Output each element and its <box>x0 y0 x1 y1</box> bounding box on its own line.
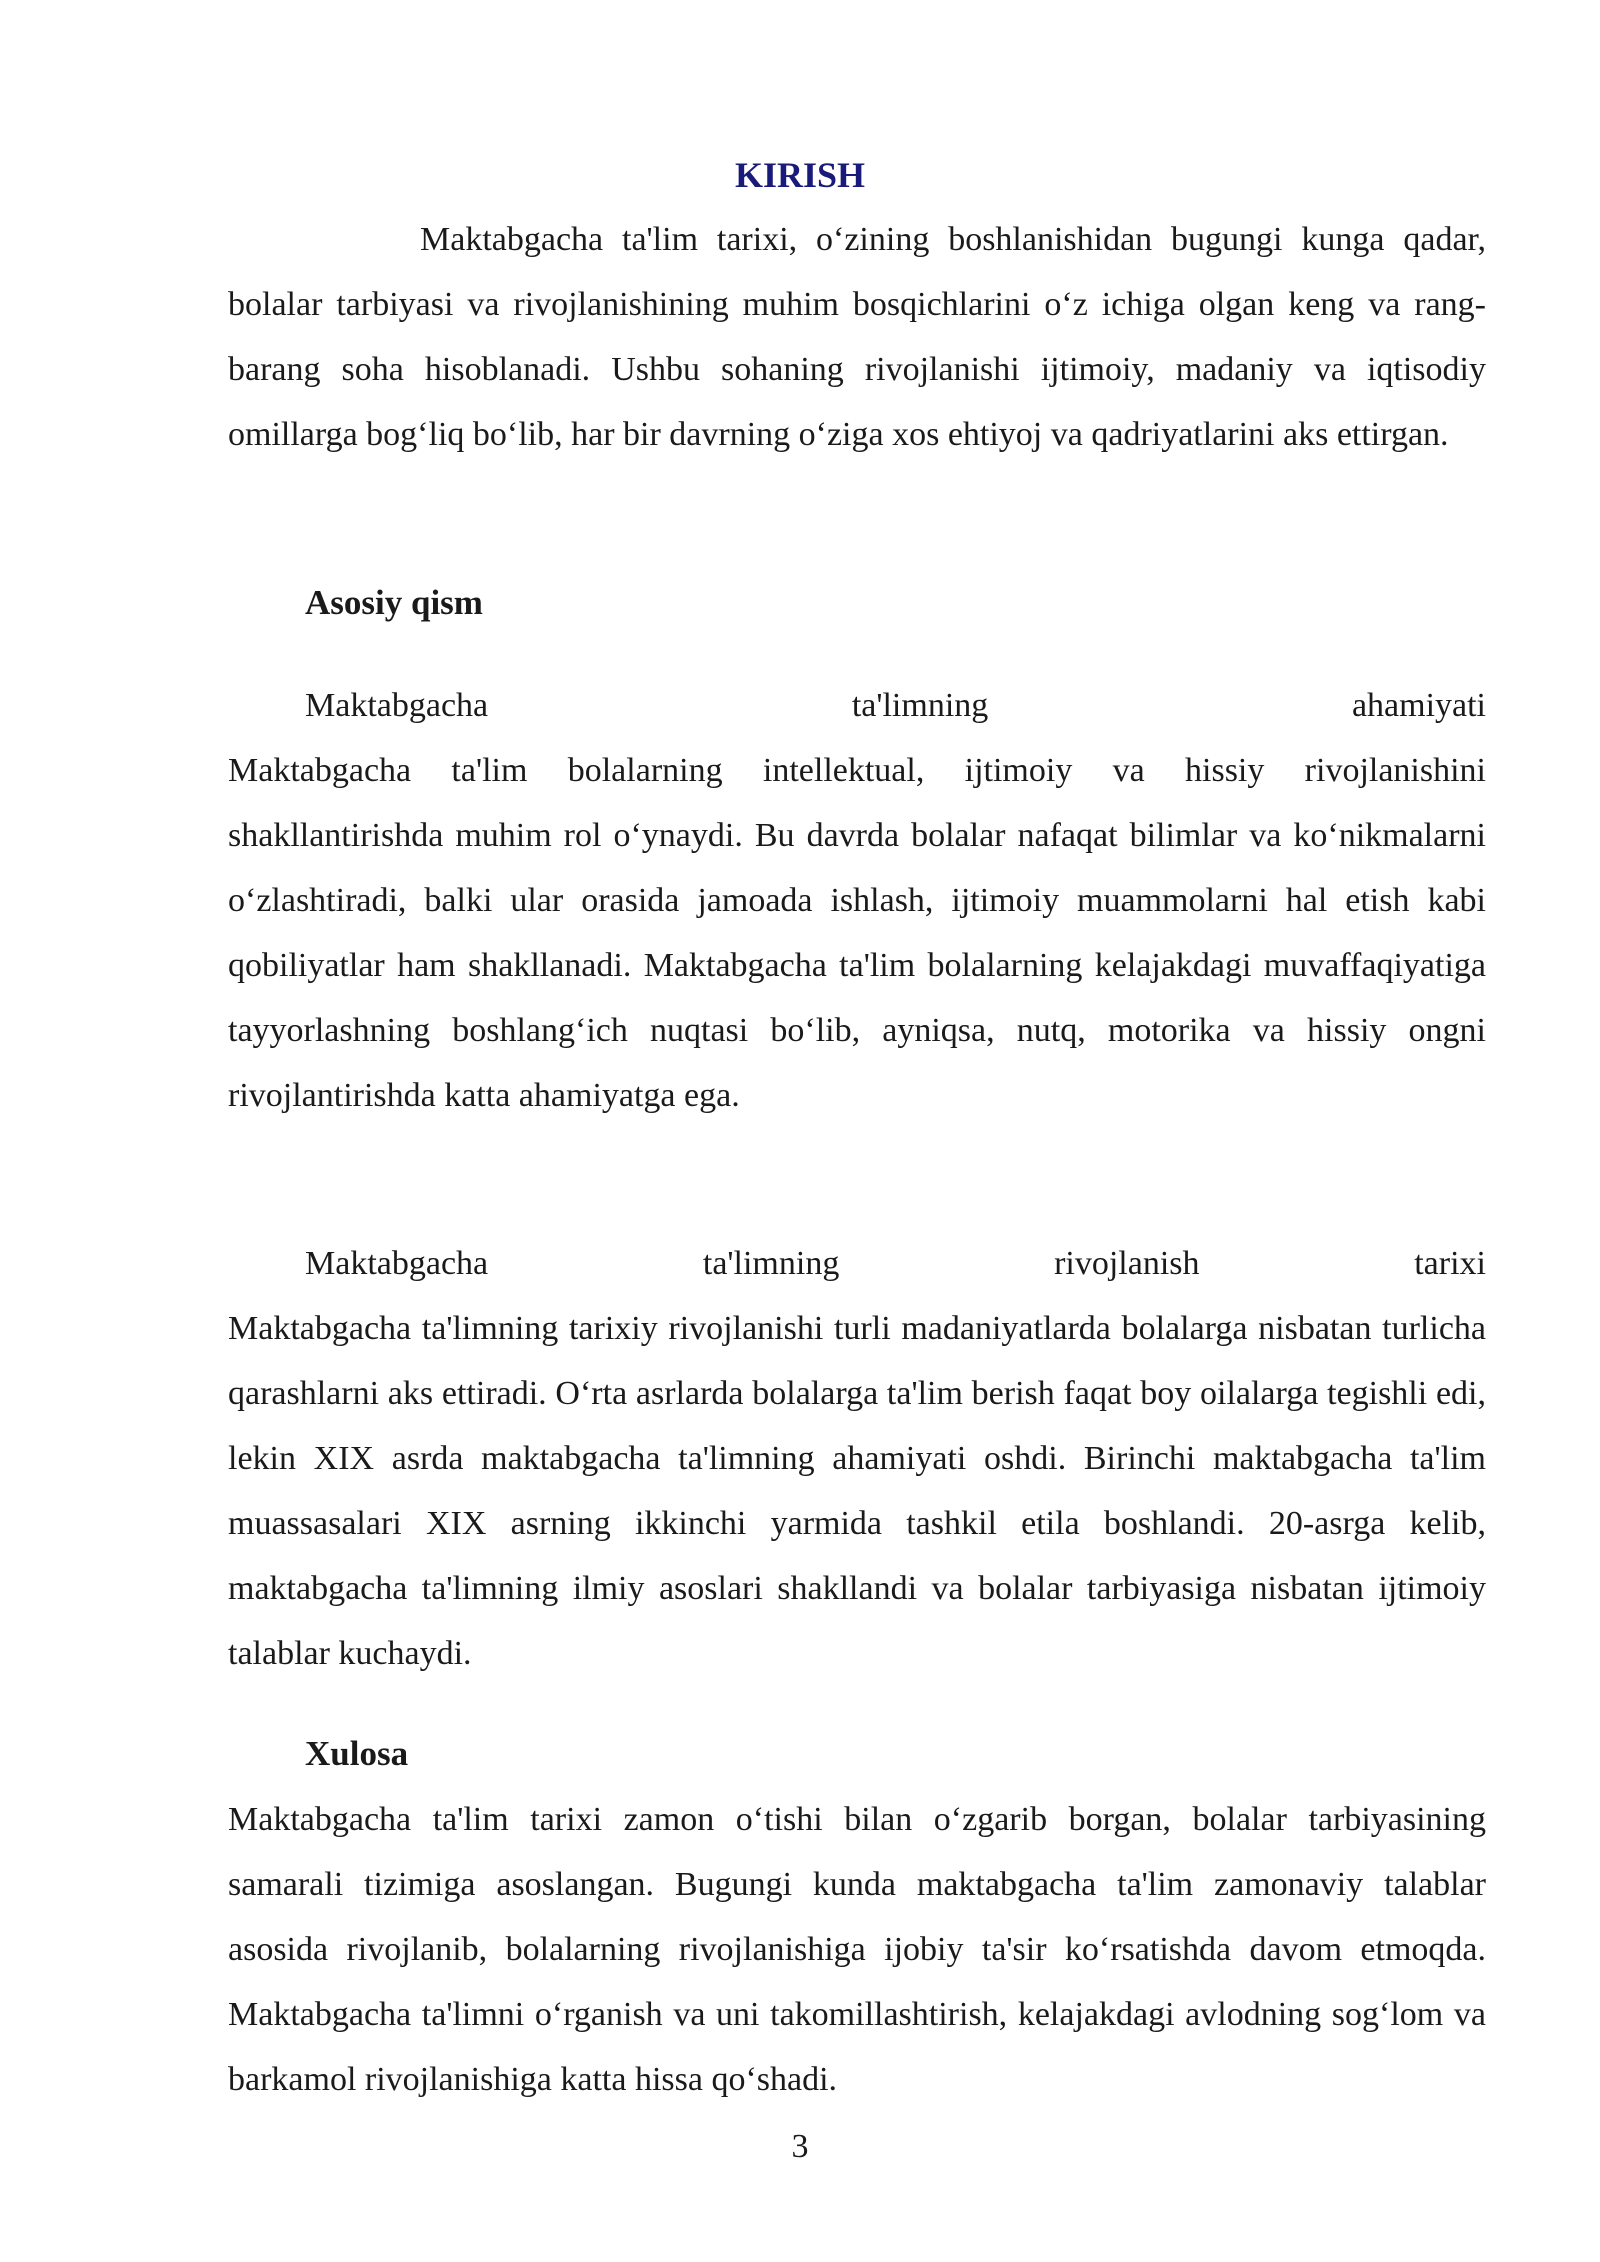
title-word: ahamiyati <box>1351 687 1486 724</box>
subsection-title-ahamiyati <box>228 673 1486 738</box>
conclusion-paragraph <box>228 1787 1486 2112</box>
subsection-text-ahamiyati: Maktabgacha ta'lim bolalarning intellektual, ijtimoiy va hissiy rivojlanishini shakllantirishda muhim rol o‘ynaydi. Bu davrda bolalar nafaqat bilimlar va ko‘nikmalarni o‘zlashtiradi, balki ular orasida jamoada ishlash, ijtimoiy muammolarni hal etish kabi qobiliyatlar ham shakllanadi. Maktabgacha ta'lim bolalarning kelajakdagi muvaffaqiyatiga tayyorlashning boshlang‘ich nuqtasi bo‘lib, ayniqsa, nutq, motorika va hissiy ongni rivojlantirishda katta ahamiyatga ega. <box>228 752 1486 1114</box>
page-number: 3 <box>791 2128 809 2165</box>
subsection-ahamiyati <box>228 673 1486 1128</box>
title-word: ta'limning <box>851 687 989 724</box>
title-word: rivojlanish <box>1054 1245 1200 1282</box>
intro-paragraph <box>228 207 1486 467</box>
section-heading-asosiy-qism: Asosiy qism <box>305 583 483 622</box>
title-word: ta'limning <box>702 1245 840 1282</box>
subsection-title-rivojlanish-tarixi <box>228 1231 1486 1296</box>
subsection-rivojlanish-tarixi <box>228 1231 1486 1686</box>
intro-text: Maktabgacha ta'lim tarixi, o‘zining boshlanishidan bugungi kunga qadar, bolalar tarbiyasi va rivojlanishining muhim bosqichlarini o‘z ichiga olgan keng va rang-barang soha hisoblanadi. Ushbu sohaning rivojlanishi ijtimoiy, madaniy va iqtisodiy omillarga bog‘liq bo‘lib, har bir davrning o‘ziga xos ehtiyoj va qadriyatlarini aks ettirgan. <box>228 221 1486 453</box>
title-word: Maktabgacha <box>305 687 489 724</box>
section-heading-kirish: KIRISH <box>734 155 866 195</box>
subsection-text-rivojlanish-tarixi: Maktabgacha ta'limning tarixiy rivojlanishi turli madaniyatlarda bolalarga nisbatan turlicha qarashlarni aks ettiradi. O‘rta asrlarda bolalarga ta'lim berish faqat boy oilalarga tegishli edi, lekin XIX asrda maktabgacha ta'limning ahamiyati oshdi. Birinchi maktabgacha ta'lim muassasalari XIX asrning ikkinchi yarmida tashkil etila boshlandi. 20-asrga kelib, maktabgacha ta'limning ilmiy asoslari shakllandi va bolalar tarbiyasiga nisbatan ijtimoiy talablar kuchaydi. <box>228 1310 1486 1672</box>
title-word: tarixi <box>1414 1245 1486 1282</box>
title-word: Maktabgacha <box>305 1245 489 1282</box>
section-heading-xulosa: Xulosa <box>305 1734 409 1773</box>
conclusion-text: Maktabgacha ta'lim tarixi zamon o‘tishi bilan o‘zgarib borgan, bolalar tarbiyasining samarali tizimiga asoslangan. Bugungi kunda maktabgacha ta'lim zamonaviy talablar asosida rivojlanib, bolalarning rivojlanishiga ijobiy ta'sir ko‘rsatishda davom etmoqda. Maktabgacha ta'limni o‘rganish va uni takomillashtirish, kelajakdagi avlodning sog‘lom va barkamol rivojlanishiga katta hissa qo‘shadi. <box>228 1801 1486 2098</box>
